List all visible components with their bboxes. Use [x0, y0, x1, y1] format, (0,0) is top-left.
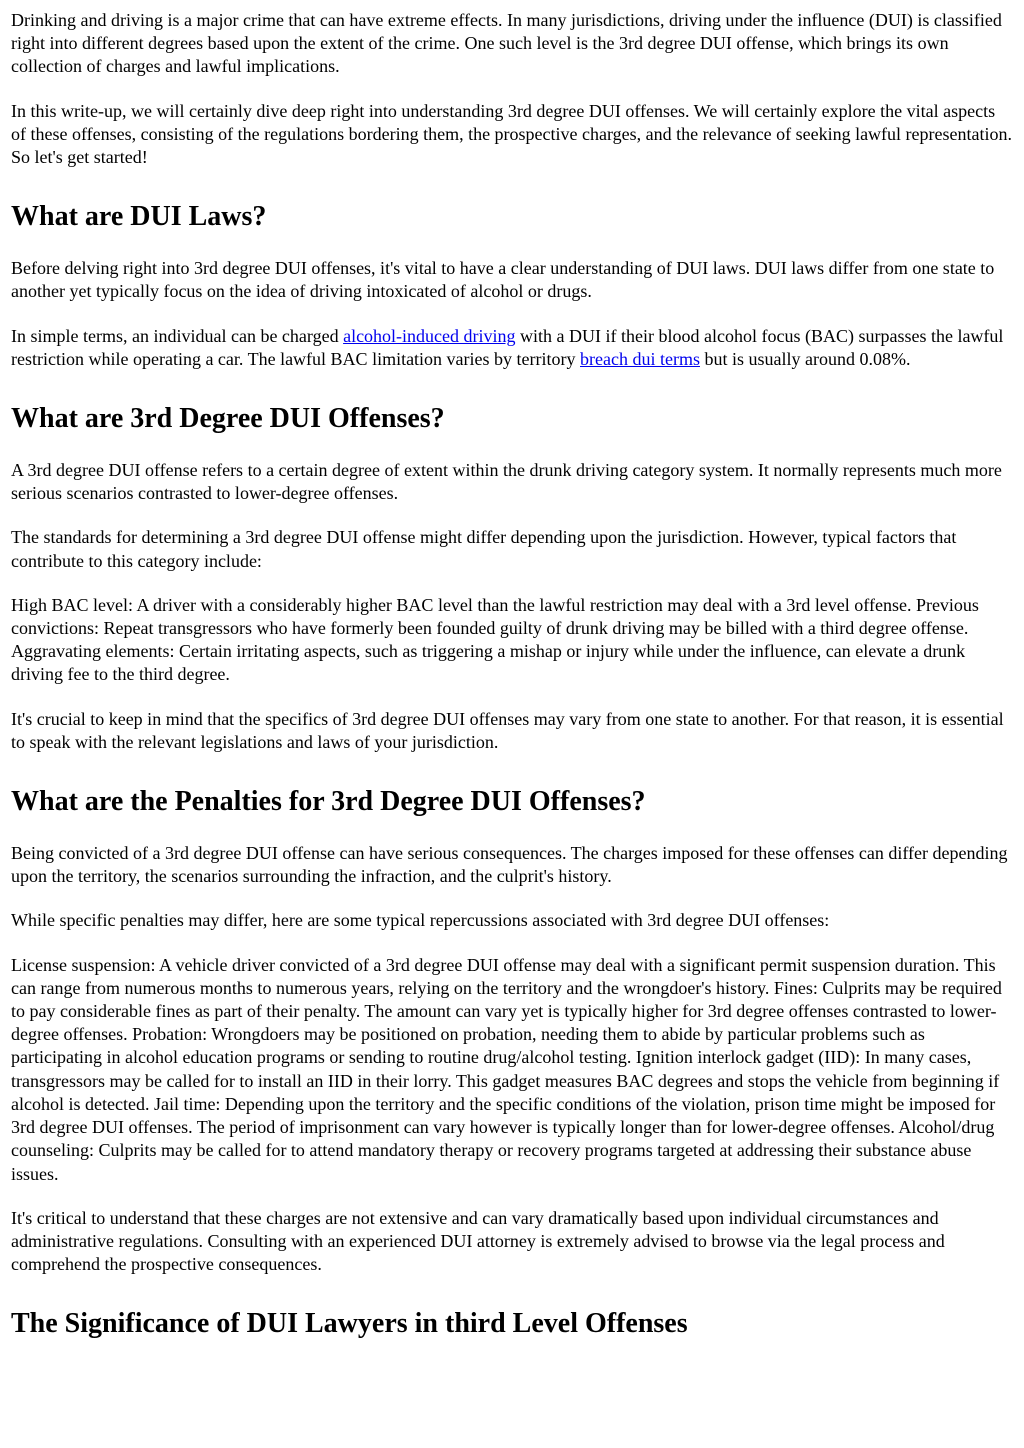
- laws-text-b: with a DUI if their blood alcohol focus (BAC) surpasses the lawful restriction while operating a car. The lawful BAC limitation varies by territory: [11, 325, 1004, 369]
- intro-paragraph-2: In this write-up, we will certainly dive deep right into understanding 3rd degree DUI offenses. We will certainly explore the vital aspects of these offenses, consisting of the regulations bordering them, the prospective charges, and the relevance of seeking lawful representation. So let's get started!: [11, 100, 1013, 168]
- breach-dui-terms-link[interactable]: breach dui terms: [580, 348, 700, 369]
- offense-paragraph-1: A 3rd degree DUI offense refers to a certain degree of extent within the drunk driving category system. It normally represents much more serious scenarios contrasted to lower-degree offenses.: [11, 460, 1002, 504]
- offense-paragraph-2: The standards for determining a 3rd degree DUI offense might differ depending upon the jurisdiction. However, typical factors that contribute to this category include:: [11, 527, 957, 571]
- penalties-paragraph-2: While specific penalties may differ, here are some typical repercussions associated with 3rd degree DUI offenses:: [11, 910, 830, 931]
- heading-dui-lawyers: The Significance of DUI Lawyers in third Level Offenses: [11, 1308, 688, 1340]
- penalties-paragraph-1: Being convicted of a 3rd degree DUI offense can have serious consequences. The charges imposed for these offenses can differ depending upon the territory, the scenarios surrounding the infraction, and the culprit's history.: [11, 843, 1008, 887]
- laws-paragraph-1: Before delving right into 3rd degree DUI offenses, it's vital to have a clear understanding of DUI laws. DUI laws differ from one state to another yet typically focus on the idea of driving intoxicated of alcohol or drugs.: [11, 258, 995, 302]
- offense-paragraph-3: High BAC level: A driver with a considerably higher BAC level than the lawful restriction may deal with a 3rd level offense. Previous convictions: Repeat transgressors who have formerly been founded guilty of drunk driving may be billed with a third degree offense. Aggravating elements: Certain irritating aspects, such as triggering a mishap or injury while under the influence, can elevate a drunk driving fee to the third degree.: [11, 594, 979, 685]
- penalties-paragraph-4: It's critical to understand that these charges are not extensive and can vary dramatically based upon individual circumstances and administrative regulations. Consulting with an experienced DUI attorney is extremely advised to browse via the legal process and comprehend the prospective consequences.: [11, 1207, 945, 1275]
- alcohol-induced-driving-link[interactable]: alcohol-induced driving: [343, 325, 516, 346]
- laws-text-a: In simple terms, an individual can be charged: [11, 325, 344, 346]
- heading-penalties: What are the Penalties for 3rd Degree DUI Offenses?: [11, 786, 646, 818]
- offense-paragraph-4: It's crucial to keep in mind that the specifics of 3rd degree DUI offenses may vary from one state to another. For that reason, it is essential to speak with the relevant legislations and laws of your jurisdiction.: [11, 708, 1004, 752]
- laws-text-c: but is usually around 0.08%.: [699, 348, 911, 369]
- intro-paragraph-1: Drinking and driving is a major crime that can have extreme effects. In many jurisdictions, driving under the influence (DUI) is classified right into different degrees based upon the extent of the crime. One such level is the 3rd degree DUI offense, which brings its own collection of charges and lawful implications.: [11, 10, 1002, 77]
- heading-dui-laws: What are DUI Laws?: [11, 201, 267, 233]
- laws-paragraph-2: [11, 325, 1013, 371]
- penalties-paragraph-3: License suspension: A vehicle driver convicted of a 3rd degree DUI offense may deal with a significant permit suspension duration. This can range from numerous months to numerous years, relying on the territory and the wrongdoer's history. Fines: Culprits may be required to pay considerable fines as part of their penalty. The amount can vary yet is typically higher for 3rd degree offenses contrasted to lower-degree offenses. Probation: Wrongdoers may be positioned on probation, needing them to abide by particular problems such as participating in alcohol education programs or sending to routine drug/alcohol testing. Ignition interlock gadget (IID): In many cases, transgressors may be called for to install an IID in their lorry. This gadget measures BAC degrees and stops the vehicle from beginning if alcohol is detected. Jail time: Depending upon the territory and the specific conditions of the violation, prison time might be imposed for 3rd degree DUI offenses. The period of imprisonment can vary however is typically longer than for lower-degree offenses. Alcohol/drug counseling: Culprits may be called for to attend mandatory therapy or recovery programs targeted at addressing their substance abuse issues.: [11, 954, 1002, 1184]
- heading-3rd-degree-offenses: What are 3rd Degree DUI Offenses?: [11, 403, 445, 435]
